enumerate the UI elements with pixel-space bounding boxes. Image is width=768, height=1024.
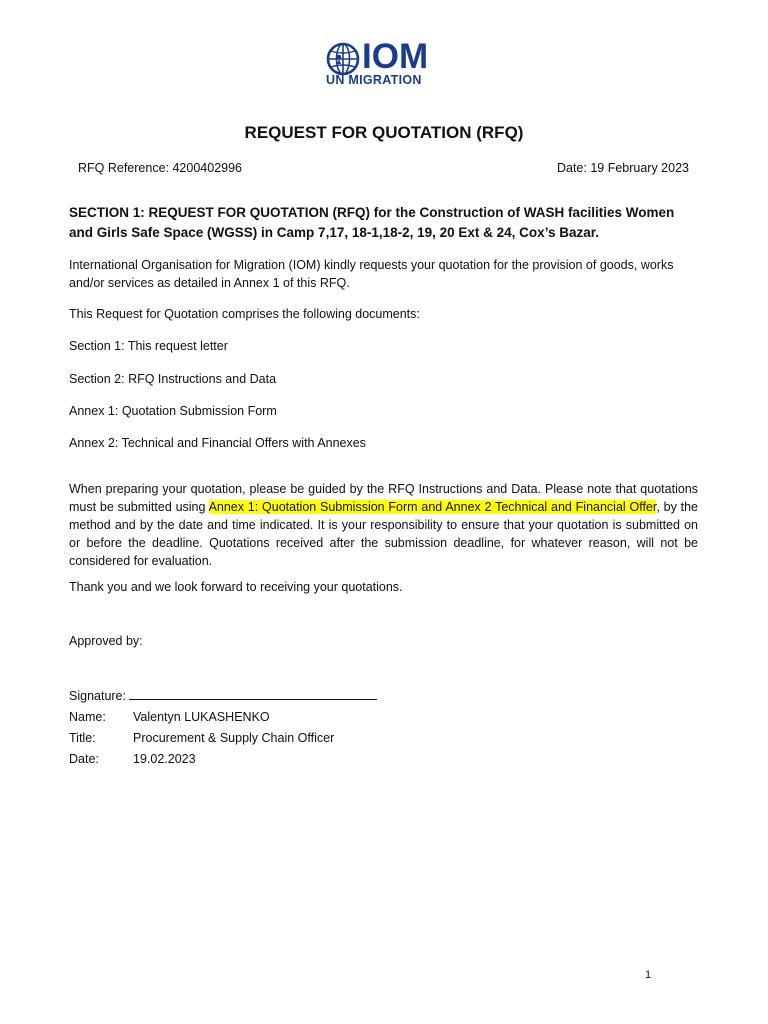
document-list-item: Annex 2: Technical and Financial Offers with Annexes	[69, 436, 366, 450]
iom-emblem-icon	[326, 42, 360, 76]
title-label: Title:	[69, 731, 96, 745]
document-title: REQUEST FOR QUOTATION (RFQ)	[244, 123, 524, 142]
name-label: Name:	[69, 710, 106, 724]
rfq-date: Date: 19 February 2023	[556, 161, 689, 175]
approved-by-label: Approved by:	[69, 634, 143, 648]
guidance-text-before: When preparing your quotation, please be guided by the RFQ Instructions and Data. Please note that quotations must be submitted using	[69, 482, 698, 514]
signature-label: Signature:	[69, 689, 126, 703]
signature-line	[129, 687, 377, 700]
document-list-item: Annex 1: Quotation Submission Form	[69, 404, 277, 418]
guidance-paragraph	[69, 480, 698, 570]
logo-subtitle: UN MIGRATION	[326, 73, 422, 87]
signature-row	[69, 687, 377, 704]
date-label: Date:	[69, 752, 99, 766]
page-number: 1	[645, 969, 652, 981]
logo-brand-text: IOM	[362, 37, 429, 76]
iom-logo	[326, 37, 444, 88]
document-list-item: Section 1: This request letter	[69, 339, 228, 353]
section-heading: SECTION 1: REQUEST FOR QUOTATION (RFQ) for the Construction of WASH facilities Women and Girls Safe Space (WGSS) in Camp 7,17, 18-1,18-2, 19, 20 Ext & 24, Cox’s Bazar.	[69, 205, 675, 240]
documents-intro: This Request for Quotation comprises the following documents:	[69, 307, 420, 321]
guidance-text-after: , by the method and by the date and time indicated. It is your responsibility to ensure that your quotation is submitted on or before the deadline. Quotations received after the submission deadline, for whatever reason, will not be considered for evaluation.	[69, 500, 699, 568]
date-value: 19.02.2023	[133, 752, 196, 766]
intro-paragraph: International Organisation for Migration (IOM) kindly requests your quotation for the provision of goods, works and/or services as detailed in Annex 1 of this RFQ.	[69, 258, 674, 290]
rfq-reference: RFQ Reference: 4200402996	[78, 161, 242, 175]
name-value: Valentyn LUKASHENKO	[133, 710, 270, 724]
title-value: Procurement & Supply Chain Officer	[133, 731, 335, 745]
document-list-item: Section 2: RFQ Instructions and Data	[69, 372, 277, 386]
guidance-highlight: Annex 1: Quotation Submission Form and Annex 2 Technical and Financial Offer	[208, 500, 657, 514]
thanks-paragraph: Thank you and we look forward to receiving your quotations.	[69, 580, 403, 594]
